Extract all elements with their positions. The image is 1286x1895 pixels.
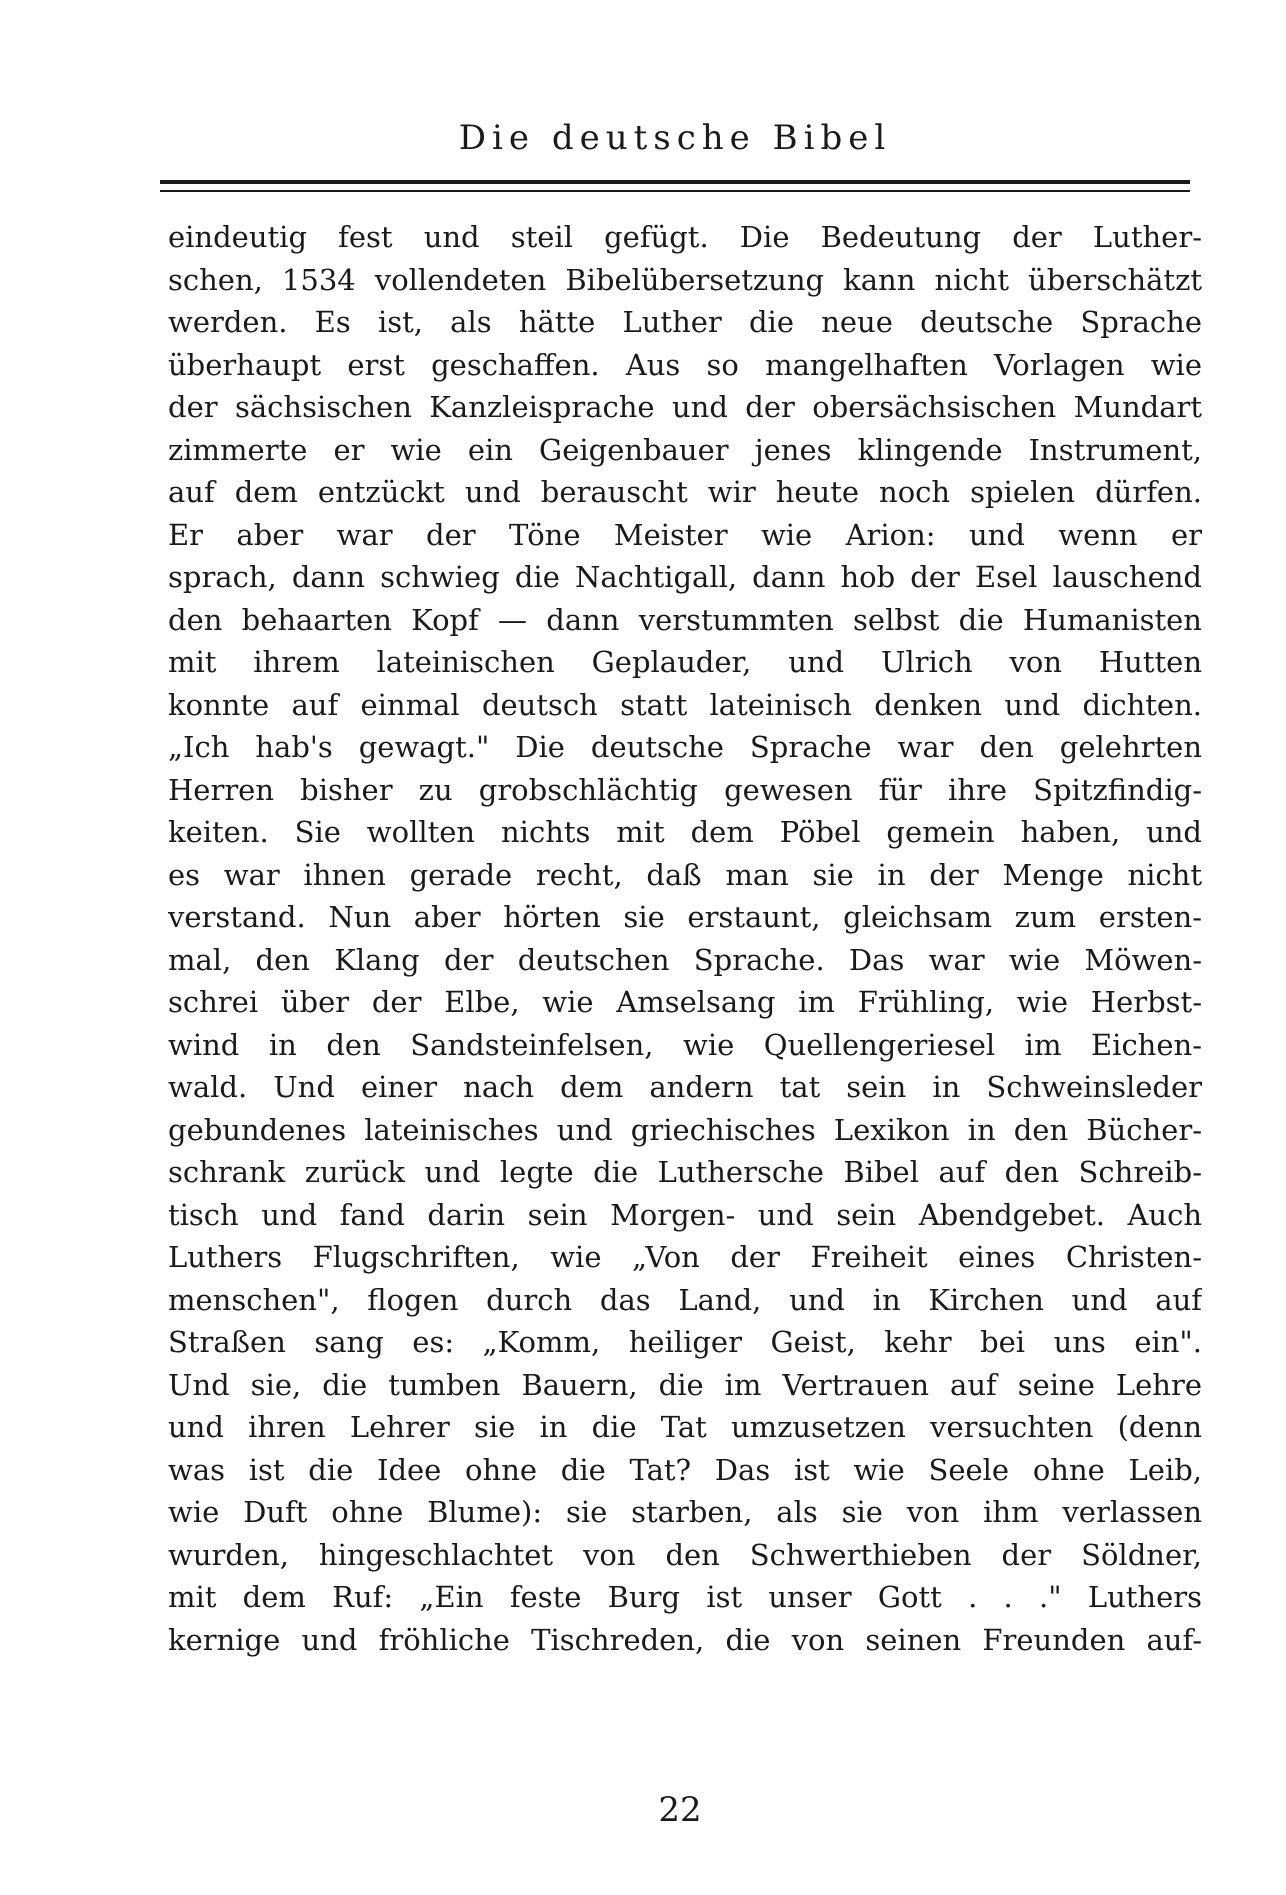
text-line: Straßen sang es: „Komm, heiliger Geist, kehr bei uns ein".	[168, 1325, 1202, 1359]
text-line: überhaupt erst geschaffen. Aus so mangelhaften Vorlagen wie	[168, 347, 1202, 382]
text-line: auf dem entzückt und berauscht wir heute noch spielen dürfen.	[168, 475, 1202, 509]
text-line: wald. Und einer nach dem andern tat sein in Schweinsleder	[168, 1070, 1202, 1104]
header-rule-thick	[160, 180, 1190, 184]
text-line: es war ihnen gerade recht, daß man sie in der Menge nicht	[168, 857, 1202, 892]
text-line: und ihren Lehrer sie in die Tat umzusetzen versuchten (denn	[168, 1410, 1202, 1444]
text-line: Und sie, die tumben Bauern, die im Vertrauen auf seine Lehre	[168, 1367, 1202, 1402]
text-line: werden. Es ist, als hätte Luther die neue deutsche Sprache	[168, 305, 1202, 339]
running-title: Die deutsche Bibel	[458, 118, 892, 158]
text-line: den behaarten Kopf — dann verstummten selbst die Humanisten	[168, 602, 1202, 637]
text-line: mal, den Klang der deutschen Sprache. Das war wie Möwen-	[168, 942, 1202, 977]
body-text	[168, 216, 1202, 1661]
text-line: wurden, hingeschlachtet von den Schwerthieben der Söldner,	[168, 1537, 1202, 1572]
header-rule-thin	[160, 190, 1190, 192]
text-line: sprach, dann schwieg die Nachtigall, dann hob der Esel lauschend	[168, 560, 1202, 594]
text-line: wind in den Sandsteinfelsen, wie Quellengeriesel im Eichen-	[168, 1027, 1202, 1062]
text-line: eindeutig fest und steil gefügt. Die Bedeutung der Luther-	[168, 220, 1202, 254]
text-line: Herren bisher zu grobschlächtig gewesen für ihre Spitzfindig-	[168, 772, 1202, 807]
text-line: mit dem Ruf: „Ein feste Burg ist unser Gott . . ." Luthers	[168, 1580, 1202, 1614]
text-line: zimmerte er wie ein Geigenbauer jenes klingende Instrument,	[168, 432, 1202, 467]
page-number: 22	[658, 1790, 702, 1830]
text-line: kernige und fröhliche Tischreden, die von seinen Freunden auf-	[168, 1622, 1202, 1657]
text-line: schrank zurück und legte die Luthersche Bibel auf den Schreib-	[168, 1155, 1202, 1189]
text-line: keiten. Sie wollten nichts mit dem Pöbel gemein haben, und	[168, 815, 1202, 849]
text-line: Luthers Flugschriften, wie „Von der Freiheit eines Christen-	[168, 1240, 1202, 1274]
text-line: tisch und fand darin sein Morgen- und sein Abendgebet. Auch	[168, 1197, 1202, 1232]
text-line: wie Duft ohne Blume): sie starben, als sie von ihm verlassen	[168, 1495, 1202, 1529]
text-line: der sächsischen Kanzleisprache und der obersächsischen Mundart	[168, 390, 1202, 424]
text-line: verstand. Nun aber hörten sie erstaunt, gleichsam zum ersten-	[168, 900, 1202, 934]
text-line: mit ihrem lateinischen Geplauder, und Ulrich von Hutten	[168, 645, 1202, 679]
text-line: Er aber war der Töne Meister wie Arion: und wenn er	[168, 517, 1202, 552]
text-line: konnte auf einmal deutsch statt lateinisch denken und dichten.	[168, 687, 1202, 722]
text-line: „Ich hab's gewagt." Die deutsche Sprache war den gelehrten	[168, 730, 1202, 764]
text-line: menschen", flogen durch das Land, und in Kirchen und auf	[168, 1282, 1202, 1317]
text-line: schrei über der Elbe, wie Amselsang im Frühling, wie Herbst-	[168, 985, 1202, 1019]
text-line: was ist die Idee ohne die Tat? Das ist wie Seele ohne Leib,	[168, 1452, 1202, 1487]
text-line: gebundenes lateinisches und griechisches Lexikon in den Bücher-	[168, 1112, 1202, 1147]
text-line: schen, 1534 vollendeten Bibelübersetzung kann nicht überschätzt	[168, 262, 1202, 297]
